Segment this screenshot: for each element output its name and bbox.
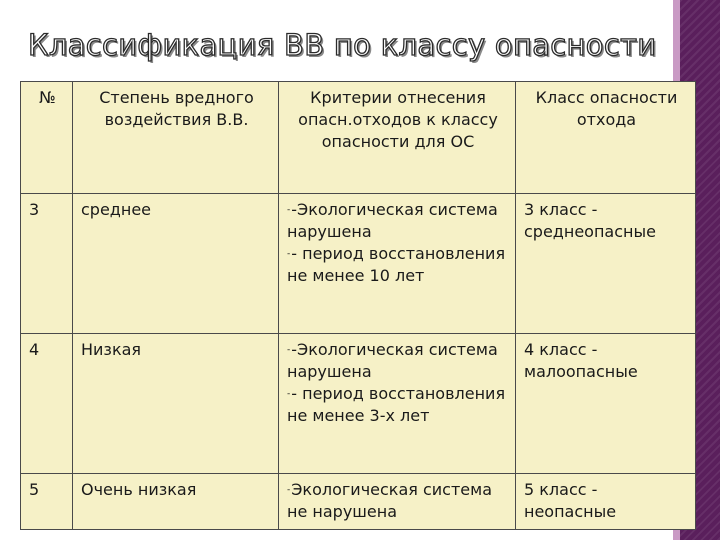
criteria-text: Экологическая система не нарушена (287, 480, 492, 521)
cell-hazard-class: 4 класс - малоопасные (516, 334, 696, 474)
criteria-bullet: - (287, 249, 291, 259)
cell-criteria (279, 194, 516, 334)
header-criteria: Критерии отнесения опасн.отходов к классу опасности для ОС (279, 82, 516, 194)
cell-criteria (279, 474, 516, 530)
header-number: № (21, 82, 73, 194)
criteria-text: -Экологическая система нарушена (287, 200, 498, 241)
cell-impact-degree: Очень низкая (73, 474, 279, 530)
cell-criteria (279, 334, 516, 474)
cell-impact-degree: среднее (73, 194, 279, 334)
criteria-bullet: - (287, 345, 291, 355)
criteria-line (287, 243, 509, 287)
table-row (21, 334, 696, 474)
header-hazard-class: Класс опасности отхода (516, 82, 696, 194)
cell-number: 5 (21, 474, 73, 530)
cell-hazard-class: 3 класс - среднеопасные (516, 194, 696, 334)
criteria-line (287, 479, 509, 523)
criteria-line (287, 199, 509, 243)
criteria-bullet: - (287, 205, 291, 215)
table-header-row (21, 82, 696, 194)
cell-number: 4 (21, 334, 73, 474)
hazard-class-table (20, 81, 696, 530)
header-impact-degree: Степень вредного воздействия В.В. (73, 82, 279, 194)
cell-impact-degree: Низкая (73, 334, 279, 474)
criteria-line (287, 383, 509, 427)
table-row (21, 474, 696, 530)
criteria-line (287, 339, 509, 383)
criteria-bullet: - (287, 389, 291, 399)
criteria-text: -Экологическая система нарушена (287, 340, 498, 381)
cell-hazard-class: 5 класс - неопасные (516, 474, 696, 530)
slide-title: Классификация ВВ по классу опасности (28, 28, 657, 62)
criteria-bullet: - (287, 485, 291, 495)
criteria-text: - период восстановления не менее 10 лет (287, 244, 506, 285)
criteria-text: - период восстановления не менее 3-х лет (287, 384, 506, 425)
table-row (21, 194, 696, 334)
cell-number: 3 (21, 194, 73, 334)
